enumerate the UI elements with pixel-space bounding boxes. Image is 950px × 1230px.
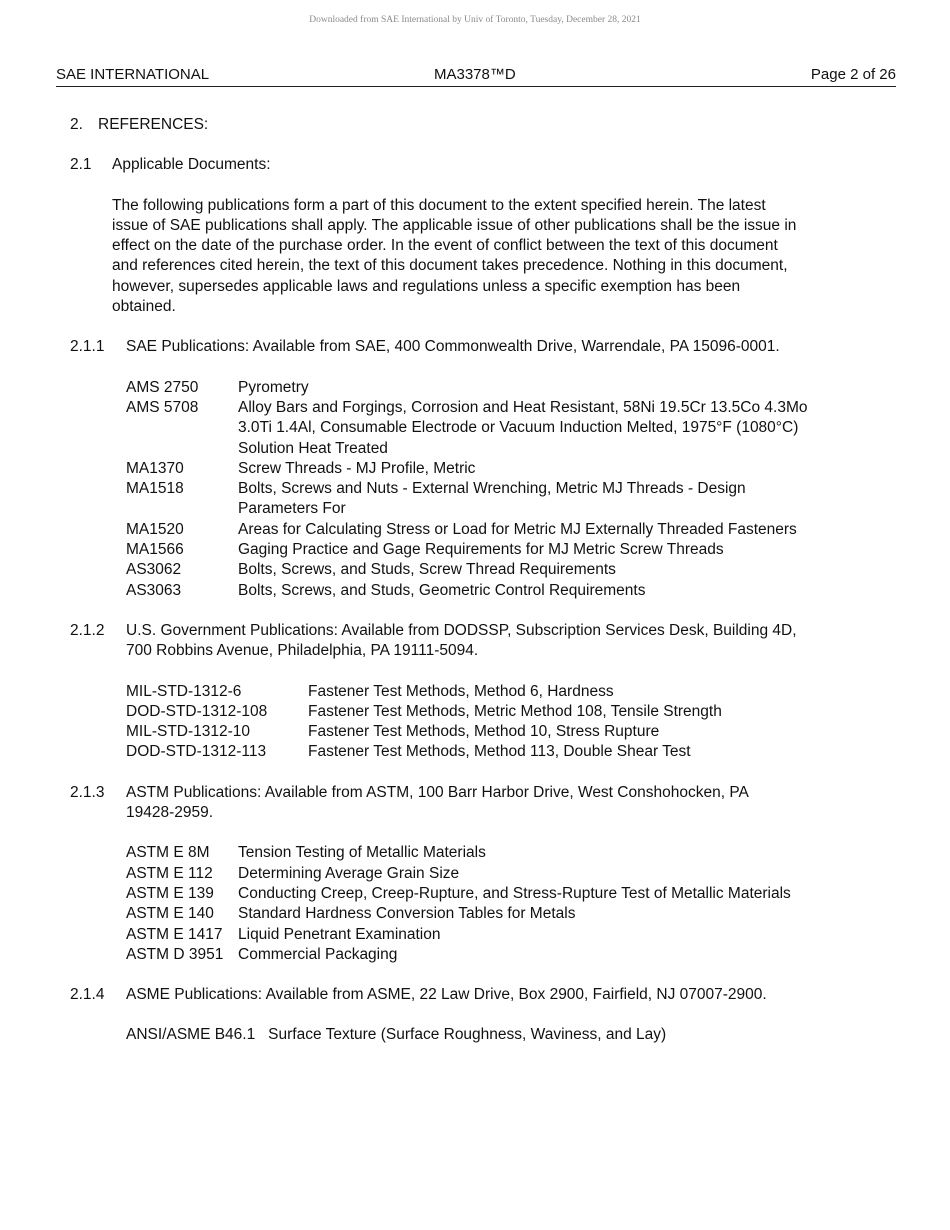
reference-title: Surface Texture (Surface Roughness, Waviness, and Lay) [268,1026,667,1044]
reference-row [70,864,870,884]
reference-code: ASTM E 140 [126,905,214,923]
section-title: Applicable Documents: [112,156,271,174]
reference-row [70,945,870,965]
paragraph-line: obtained. [112,298,176,316]
section-number: 2.1 [70,156,92,174]
section-title-continued: 700 Robbins Avenue, Philadelphia, PA 19111-5094. [126,642,479,660]
reference-row [70,1025,870,1045]
reference-row [70,540,870,560]
section-title: ASME Publications: Available from ASME, 22 Law Drive, Box 2900, Fairfield, NJ 07007-2900. [126,986,767,1004]
reference-title-continued: Solution Heat Treated [238,439,388,457]
reference-code: DOD-STD-1312-113 [126,743,267,761]
reference-code: MA1518 [126,480,184,498]
section-number: 2.1.3 [70,783,105,801]
reference-row [70,904,870,924]
reference-code: ASTM E 112 [126,864,213,882]
reference-code: AS3063 [126,581,182,599]
reference-title: Alloy Bars and Forgings, Corrosion and Heat Resistant, 58Ni 19.5Cr 13.5Co 4.3Mo [238,398,808,416]
reference-row [70,742,870,762]
reference-title: Bolts, Screws and Nuts - External Wrenching, Metric MJ Threads - Design [238,480,746,498]
reference-title: Bolts, Screws, and Studs, Screw Thread Requirements [238,561,616,579]
section-title: SAE Publications: Available from SAE, 400 Commonwealth Drive, Warrendale, PA 15096-0001. [126,338,780,356]
reference-title: Fastener Test Methods, Method 10, Stress Rupture [308,723,660,741]
reference-title: Liquid Penetrant Examination [238,925,441,943]
reference-code: MIL-STD-1312-10 [126,723,251,741]
reference-row [70,722,870,742]
asme-reference-list [70,1025,870,1045]
paragraph-line: effect on the date of the purchase order. In the event of conflict between the text of this document [112,237,778,255]
reference-row [70,581,870,601]
section-number: 2.1.4 [70,986,105,1004]
section-2-1-heading [70,155,870,175]
section-2-heading [70,115,870,135]
paragraph-line: and references cited herein, the text of this document takes precedence. Nothing in this document, [112,257,788,275]
reference-row [70,884,870,904]
reference-row [70,398,870,459]
government-reference-list [70,682,870,763]
section-number: 2. [70,116,83,133]
page-number: Page 2 of 26 [810,66,896,83]
reference-title: Fastener Test Methods, Metric Method 108, Tensile Strength [308,702,722,720]
reference-title: Determining Average Grain Size [238,864,460,882]
section-title-continued: 19428-2959. [126,804,214,822]
section-number: 2.1.2 [70,621,105,639]
download-watermark: Downloaded from SAE International by Univ of Toronto, Tuesday, December 28, 2021 [309,15,641,25]
reference-code: ASTM E 1417 [126,925,223,943]
section-2-1-2-heading [70,621,870,662]
reference-row [70,843,870,863]
reference-row [70,459,870,479]
reference-code: MA1520 [126,520,184,538]
section-title: ASTM Publications: Available from ASTM, 100 Barr Harbor Drive, West Conshohocken, PA [126,783,749,801]
reference-title: Gaging Practice and Gage Requirements for MJ Metric Screw Threads [238,541,724,559]
reference-row [70,682,870,702]
section-title: REFERENCES: [98,116,209,133]
document-body [70,115,870,1046]
reference-code: AS3062 [126,561,182,579]
reference-title: Screw Threads - MJ Profile, Metric [238,459,476,477]
document-number: MA3378™D [434,66,516,83]
reference-title: Tension Testing of Metallic Materials [238,844,486,862]
reference-code: MA1370 [126,459,184,477]
section-title: U.S. Government Publications: Available from DODSSP, Subscription Services Desk, Building 4D, [126,621,797,639]
reference-code: AMS 5708 [126,398,199,416]
paragraph-line: however, supersedes applicable laws and regulations unless a specific exemption has been [112,277,741,295]
section-2-1-3-heading [70,783,870,824]
reference-code: DOD-STD-1312-108 [126,702,268,720]
reference-title: Areas for Calculating Stress or Load for Metric MJ Externally Threaded Fasteners [238,520,797,538]
applicable-documents-paragraph [112,196,870,318]
section-2-1-1-heading [70,337,870,357]
reference-code: MIL-STD-1312-6 [126,682,242,700]
reference-code: ANSI/ASME B46.1 [126,1026,256,1044]
reference-title: Standard Hardness Conversion Tables for Metals [238,905,576,923]
page-header [56,66,896,87]
paragraph-line: issue of SAE publications shall apply. The applicable issue of other publications shall be the issue in [112,216,797,234]
reference-title: Fastener Test Methods, Method 6, Hardness [308,682,614,700]
reference-row [70,560,870,580]
section-2-1-4-heading [70,985,870,1005]
reference-code: ASTM E 8M [126,844,210,862]
reference-code: MA1566 [126,541,184,559]
reference-row [70,378,870,398]
reference-title: Bolts, Screws, and Studs, Geometric Control Requirements [238,581,646,599]
reference-title: Commercial Packaging [238,945,398,963]
section-number: 2.1.1 [70,338,105,356]
reference-code: ASTM E 139 [126,884,214,902]
sae-reference-list [70,378,870,601]
reference-row [70,479,870,520]
reference-title: Pyrometry [238,378,309,396]
reference-code: AMS 2750 [126,378,199,396]
reference-title-continued: 3.0Ti 1.4Al, Consumable Electrode or Vacuum Induction Melted, 1975°F (1080°C) [238,419,799,437]
publisher-name: SAE INTERNATIONAL [56,66,210,83]
reference-row [70,702,870,722]
reference-row [70,520,870,540]
reference-title: Fastener Test Methods, Method 113, Double Shear Test [308,743,691,761]
reference-title: Conducting Creep, Creep-Rupture, and Stress-Rupture Test of Metallic Materials [238,884,791,902]
reference-row [70,925,870,945]
astm-reference-list [70,843,870,965]
reference-code: ASTM D 3951 [126,945,224,963]
reference-title-continued: Parameters For [238,500,346,518]
paragraph-line: The following publications form a part of this document to the extent specified herein. The latest [112,196,766,214]
